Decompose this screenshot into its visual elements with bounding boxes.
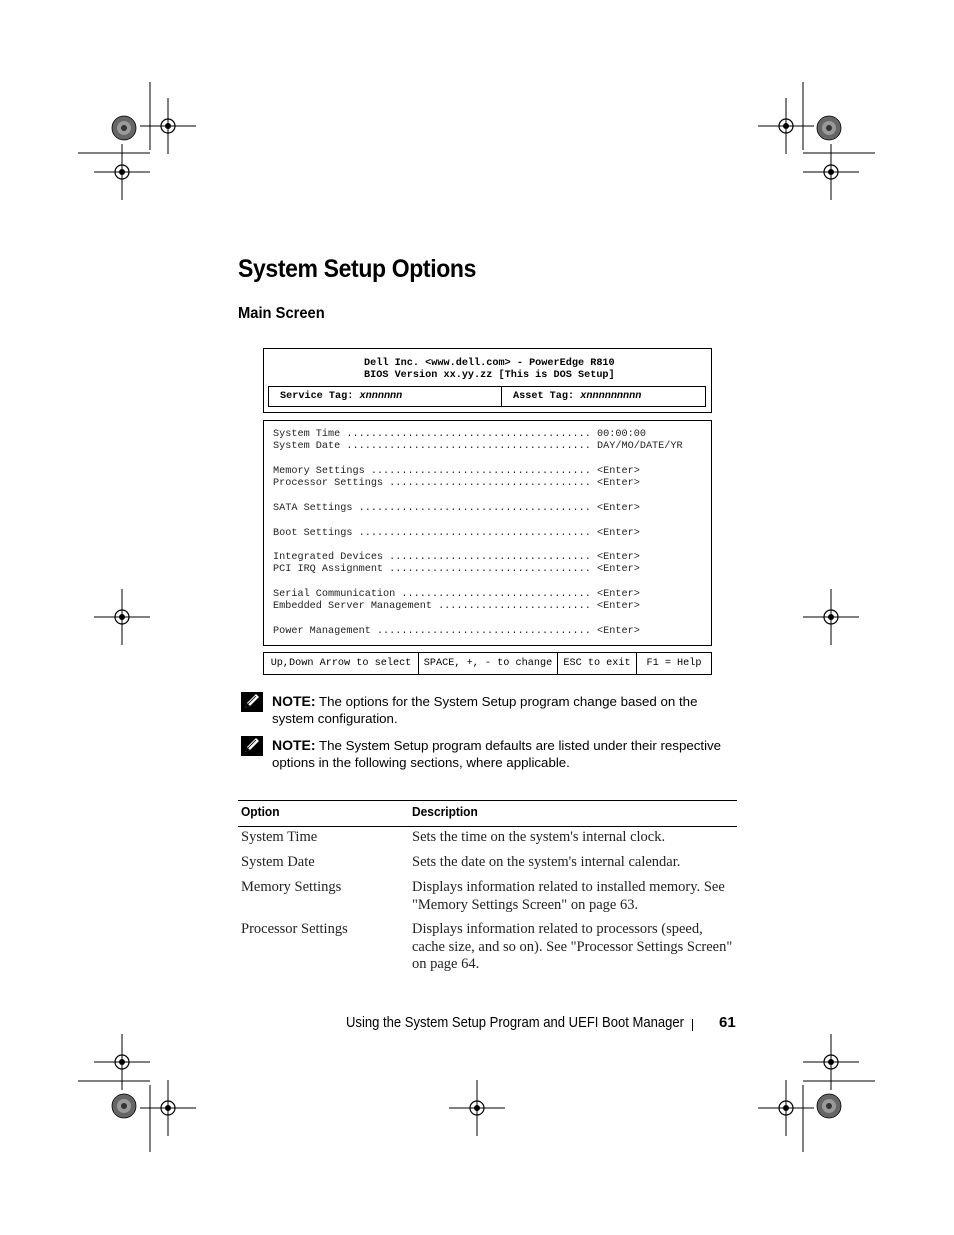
option-cell: System Time — [241, 829, 318, 845]
column-header-option: Option — [241, 804, 280, 819]
footer-chapter-title: Using the System Setup Program and UEFI Boot Manager — [346, 1015, 685, 1031]
help-exit: ESC to exit — [558, 653, 637, 674]
table-header — [238, 800, 737, 827]
menu-item-processor-settings[interactable]: Processor Settings ................................. <Enter> — [273, 478, 640, 489]
note-2: NOTE: The System Setup program defaults are listed under their respective options in the following sections, where applicable. — [272, 737, 722, 770]
table-row — [238, 852, 737, 877]
menu-item-system-time[interactable]: System Time ........................................ 00:00:00 — [273, 429, 646, 440]
menu-item-embedded-server-management[interactable]: Embedded Server Management ......................... <Enter> — [273, 601, 640, 612]
footer-separator — [692, 1019, 693, 1031]
table-row — [238, 919, 737, 979]
menu-item-integrated-devices[interactable]: Integrated Devices ................................. <Enter> — [273, 552, 640, 563]
description-cell: Displays information related to processors (speed, cache size, and so on). See "Processor Settings Screen" on page 64. — [412, 921, 733, 972]
menu-item-serial-communication[interactable]: Serial Communication ............................... <Enter> — [273, 589, 640, 600]
menu-item-power-management[interactable]: Power Management ................................... <Enter> — [273, 626, 640, 637]
asset-tag: Asset Tag: xnnnnnnnnn — [513, 391, 642, 402]
description-cell: Sets the time on the system's internal clock. — [412, 829, 666, 845]
option-cell: System Date — [241, 854, 315, 870]
menu-item-boot-settings[interactable]: Boot Settings ...................................... <Enter> — [273, 528, 640, 539]
page-number: 61 — [719, 1014, 736, 1031]
menu-item-memory-settings[interactable]: Memory Settings .................................... <Enter> — [273, 466, 640, 477]
column-header-description: Description — [412, 804, 478, 819]
menu-item-pci-irq-assignment[interactable]: PCI IRQ Assignment ................................. <Enter> — [273, 564, 640, 575]
menu-item-system-date[interactable]: System Date ........................................ DAY/MO/DATE/YR — [273, 441, 683, 452]
note-pencil-icon — [241, 736, 263, 756]
option-cell: Memory Settings — [241, 879, 342, 895]
service-tag: Service Tag: xnnnnnn — [269, 387, 502, 406]
description-cell: Displays information related to installed memory. See "Memory Settings Screen" on page 63. — [412, 879, 725, 913]
menu-item-sata-settings[interactable]: SATA Settings ...................................... <Enter> — [273, 503, 640, 514]
bios-menu — [263, 420, 712, 646]
bios-header-line-1: Dell Inc. <www.dell.com> - PowerEdge R810 — [364, 358, 615, 369]
note-pencil-icon — [241, 692, 263, 712]
tag-row — [268, 386, 706, 407]
help-change: SPACE, +, - to change — [419, 653, 558, 674]
service-tag-value: xnnnnnn — [359, 391, 403, 402]
section-title: Main Screen — [238, 305, 325, 322]
page-title: System Setup Options — [238, 255, 477, 283]
bios-help-bar — [263, 652, 712, 675]
help-f1: F1 = Help — [646, 658, 702, 669]
options-table — [238, 800, 737, 979]
bios-header-line-2: BIOS Version xx.yy.zz [This is DOS Setup] — [364, 370, 615, 381]
table-row — [238, 877, 737, 919]
description-cell: Sets the date on the system's internal calendar. — [412, 854, 681, 870]
table-row — [238, 827, 737, 852]
help-select: Up,Down Arrow to select — [264, 653, 419, 674]
option-cell: Processor Settings — [241, 921, 348, 937]
asset-tag-value: xnnnnnnnnn — [580, 391, 642, 402]
note-1: NOTE: The options for the System Setup program change based on the system configuration. — [272, 693, 698, 726]
